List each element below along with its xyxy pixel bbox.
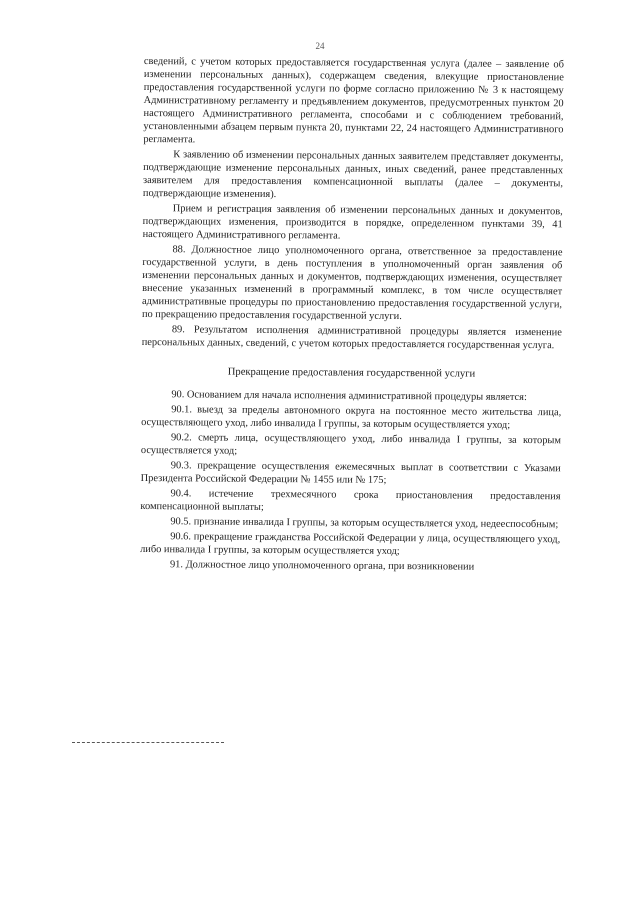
document-body (140, 55, 564, 576)
page-number: 24 (315, 41, 325, 51)
paragraphs-bottom (140, 388, 561, 574)
paragraph: сведений, с учетом которых предоставляется государственная услуга (далее – заявление об изменении персональных данных), содержащем сведения, влекущие приостановление предоставления государственной услуги по форме согласно приложению № 3 к настоящему Административному регламенту и предъявлением документов, предусмотренных пунктом 20 настоящего Административного регламента, способами и с соблюдением требований, установленными абзацем первым пункта 20, пунктами 22, 24 настоящего Административного регламента. (143, 55, 564, 146)
paragraph: 90.6. прекращение гражданства Российской Федерации у лица, осуществляющего уход, либо инвалида I группы, за которым осуществляется уход; (140, 531, 561, 558)
paragraph: 90.5. признание инвалида I группы, за которым осуществляется уход, недееспособным; (170, 516, 559, 531)
paragraph: 90.1. выезд за пределы автономного округа на постоянное место жительства лица, осуществляющего уход, либо инвалида I группы, за которым осуществляется уход; (141, 404, 562, 431)
paragraph: 88. Должностное лицо уполномоченного органа, ответственное за предоставление государственной услуги, в день поступления в уполномоченный орган заявления об изменении персональных данных и документов, подтверждающих изменения, осуществляет внесение указанных изменений в программный комплекс, в том числе осуществляет административные процедуры по приостановлению предоставления государственной услуги, по прекращению предоставления государственной услуги. (141, 244, 563, 323)
section-heading: Прекращение предоставления государственной услуги (227, 366, 476, 380)
footnote-rule (72, 742, 224, 743)
paragraph: 90.2. смерть лица, осуществляющего уход, либо инвалида I группы, за которым осуществляется уход; (140, 432, 562, 457)
paragraph: К заявлению об изменении персональных данных заявителем представляет документы, подтверждающие изменение персональных данных, иных сведений, ранее представленных заявителем для предоставления компенсационной выплаты (далее – документы, подтверждающие изменения). (142, 149, 564, 201)
paragraph: 90.4. истечение трехмесячного срока приостановления предоставления компенсационной выплаты; (140, 488, 561, 513)
paragraph: 90. Основанием для начала исполнения административной процедуры является: (171, 389, 527, 404)
paragraph: 90.3. прекращение осуществления ежемесячных выплат в соответствии с Указами Президента Российской Федерации № 1455 или № 175; (140, 460, 561, 486)
paragraphs-top (142, 55, 564, 352)
paragraph: 89. Результатом исполнения административной процедуры является изменение персональных данных, сведений, с учетом которых предоставляется государственная услуга. (141, 324, 562, 352)
paragraph: Прием и регистрация заявления об изменении персональных данных и документов, подтверждающих изменения, производится в порядке, определенном пунктами 39, 41 настоящего Административного регламента. (142, 203, 563, 242)
paragraph: 91. Должностное лицо уполномоченного органа, при возникновении (169, 559, 475, 573)
